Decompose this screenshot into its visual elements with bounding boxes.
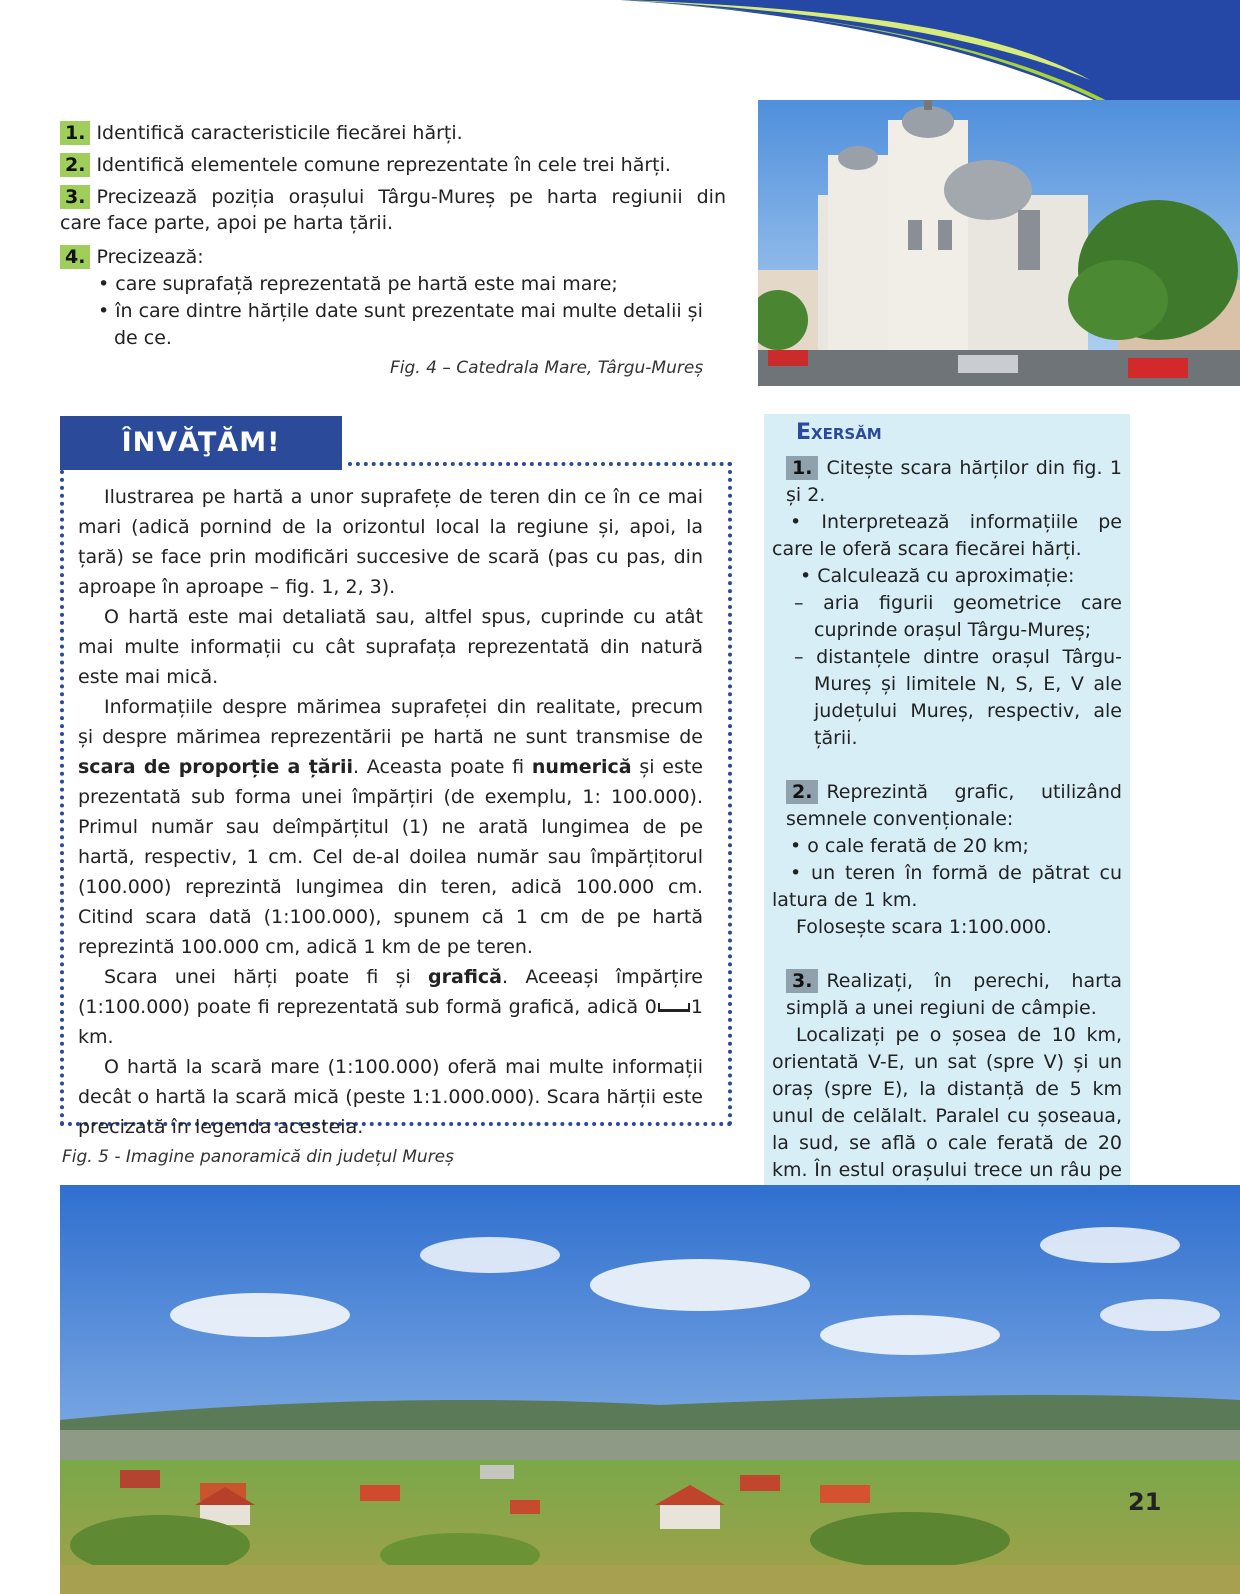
bold-term: scara de proporție a țării bbox=[78, 756, 353, 778]
exercise-title: Exersăm bbox=[796, 420, 882, 445]
question-text: Precizează: bbox=[96, 246, 204, 268]
question-1 bbox=[60, 120, 463, 146]
question-number: 2. bbox=[60, 153, 90, 177]
question-number: 4. bbox=[60, 245, 90, 269]
question-text-continued: care face parte, apoi pe harta țării. bbox=[60, 212, 394, 234]
graphic-scale-bar bbox=[658, 1003, 690, 1012]
exercise-text-run: Realizați, în perechi, harta simplă a unei regiuni de câmpie. bbox=[786, 970, 1122, 1019]
question-4-bullet-2: • în care dintre hărțile date sunt prezentate mai multe detalii și bbox=[98, 300, 703, 322]
exercise-number: 3. bbox=[786, 969, 818, 993]
exercise-1-dash-1: – aria figurii geometrice care cuprinde orașul Târgu-Mureș; bbox=[794, 592, 1122, 641]
exercise-2-bullet-1: • o cale ferată de 20 km; bbox=[790, 835, 1029, 857]
exercise-2-note: Folosește scara 1:100.000. bbox=[796, 916, 1053, 938]
cathedral-photo bbox=[758, 100, 1240, 386]
exercise-2 bbox=[772, 779, 1122, 833]
spacer bbox=[772, 752, 1122, 779]
question-3 bbox=[60, 184, 726, 236]
question-number: 1. bbox=[60, 121, 90, 145]
bold-term: grafică bbox=[428, 966, 503, 988]
text-run: Informațiile despre mărimea suprafeței din realitate, precum și despre mărimea reprezentării pe hartă ne sunt transmise de bbox=[78, 696, 703, 748]
exercise-text-run: Citește scara hărților din fig. 1 și 2. bbox=[786, 457, 1122, 506]
text-run: . Aceeași împărțire (1:100.000) poate fi reprezentată sub formă grafică, adică 0 bbox=[78, 966, 703, 1018]
text-run: și este prezentată sub forma unei împărțiri (de exemplu, 1: 100.000). Primul număr sau deîmpărțitul (1) ne arată lungimea de pe hartă, respectiv, 1 cm. Cel de-al doilea număr sau împărțitorul (100.000) reprezintă lungimea din teren, adică 100.000 cm. Citind scara dată (1:100.000), spunem că 1 cm de pe hartă reprezintă 100.000 cm, adică 1 km de pe teren. bbox=[78, 756, 703, 958]
question-4-bullet-2-continued: de ce. bbox=[114, 327, 172, 349]
exercise-text-run: Reprezintă grafic, utilizând semnele convenționale: bbox=[786, 781, 1122, 830]
learn-paragraph-3 bbox=[78, 692, 703, 962]
text-run: . Aceasta poate fi bbox=[353, 756, 532, 778]
question-text: Identifică elementele comune reprezentate în cele trei hărți. bbox=[96, 154, 671, 176]
learn-paragraph-1: Ilustrarea pe hartă a unor suprafețe de teren din ce în ce mai mari (adică pornind de la orizontul local la regiune și, apoi, la țară) se face prin modificări succesive de scară (pas cu pas, din aproape în aproape – fig. 1, 2, 3). bbox=[78, 486, 703, 598]
exercise-number: 2. bbox=[786, 780, 818, 804]
page-number: 21 bbox=[1128, 1488, 1162, 1516]
exercise-1 bbox=[772, 455, 1122, 509]
question-2 bbox=[60, 152, 671, 178]
learn-text bbox=[78, 482, 703, 1142]
learn-paragraph-5: O hartă la scară mare (1:100.000) oferă mai multe informații decât o hartă la scară mică (peste 1:1.000.000). Scara hărții este precizată în legenda acesteia. bbox=[78, 1056, 703, 1138]
learn-section-title: ÎNVĂŢĂM! bbox=[60, 416, 342, 470]
exercise-2-bullet-2: • un teren în formă de pătrat cu latura de 1 km. bbox=[772, 862, 1122, 911]
exercise-3-paragraph: Localizați pe o șosea de 10 km, orientată V-E, un sat (spre V) și un oraș (spre E), la distanță de 5 km unul de celălalt. Paralel cu șoseaua, la sud, se află o cale ferată de 20 km. În estul orașului trece un râu pe bbox=[772, 1024, 1122, 1181]
fig4-caption: Fig. 4 – Catedrala Mare, Târgu-Mureș bbox=[390, 358, 704, 378]
text-run: 1 km. bbox=[78, 996, 703, 1048]
text-run: Scara unei hărți poate fi și bbox=[104, 966, 429, 988]
question-4-bullet-1: • care suprafață reprezentată pe hartă este mai mare; bbox=[98, 273, 618, 295]
question-4 bbox=[60, 244, 204, 270]
exercise-text bbox=[772, 455, 1122, 1265]
exercise-1-bullet-1: • Interpretează informațiile pe care le oferă scara fiecărei hărți. bbox=[772, 511, 1122, 560]
question-text: Precizează poziția orașului Târgu-Mureș pe harta regiunii din bbox=[96, 186, 726, 208]
exercise-1-dash-2: – distanțele dintre orașul Târgu-Mureș și limitele N, S, E, V ale județului Mureș, respectiv, ale țării. bbox=[794, 646, 1122, 749]
exercise-number: 1. bbox=[786, 456, 818, 480]
learn-paragraph-4 bbox=[78, 962, 703, 1052]
fig5-caption: Fig. 5 - Imagine panoramică din județul Mureș bbox=[62, 1147, 454, 1167]
spacer bbox=[772, 941, 1122, 968]
bold-term: numerică bbox=[531, 756, 632, 778]
panorama-photo bbox=[60, 1185, 1240, 1594]
question-text: Identifică caracteristicile fiecărei hărți. bbox=[96, 122, 463, 144]
learn-paragraph-2: O hartă este mai detaliată sau, altfel spus, cuprinde cu atât mai multe informații cu cât suprafața reprezentată din natură este mai mică. bbox=[78, 606, 703, 688]
exercise-1-bullet-2: • Calculează cu aproximație: bbox=[800, 565, 1075, 587]
question-number: 3. bbox=[60, 185, 90, 209]
exercise-3 bbox=[772, 968, 1122, 1022]
